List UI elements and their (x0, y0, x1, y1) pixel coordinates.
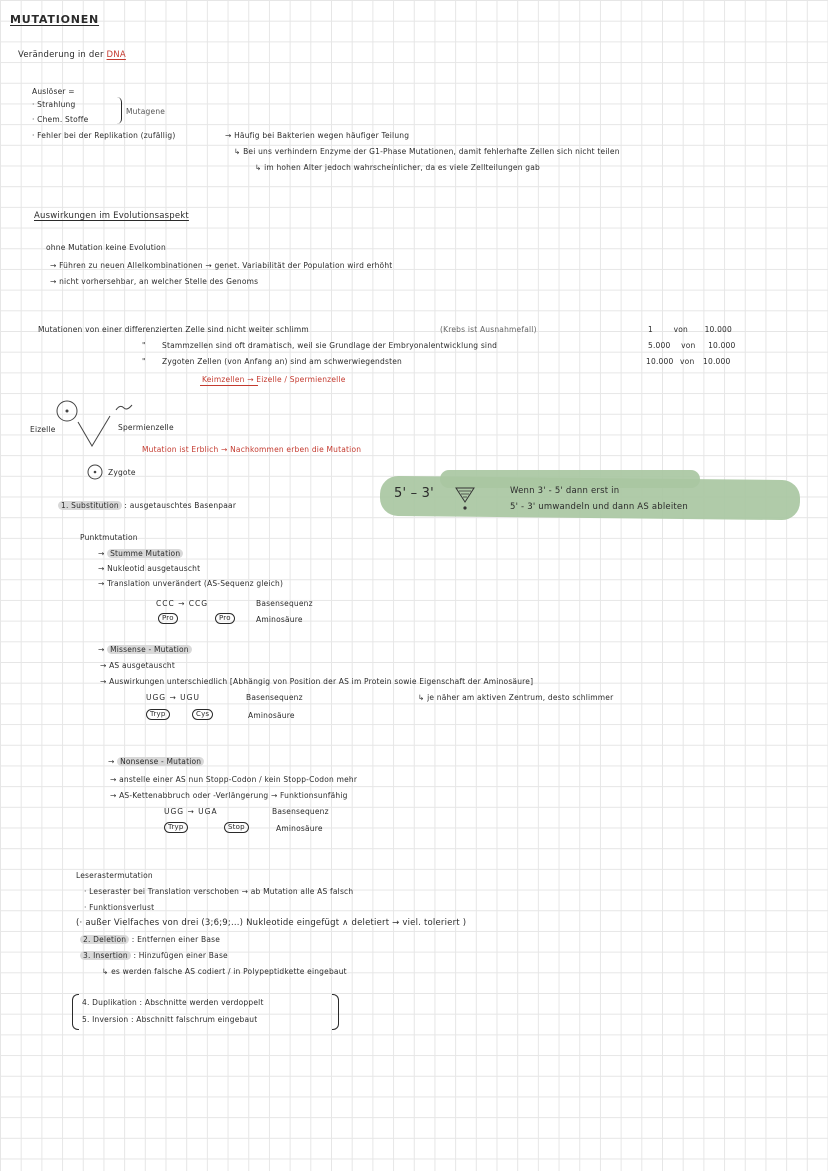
missense-aa-2: Cys (192, 709, 213, 720)
nonsense-basen: Basensequenz (272, 807, 329, 816)
stumme-basen: Basensequenz (256, 599, 313, 608)
mutationen-line-1: Mutationen von einer differenzierten Zelle sind nicht weiter schlimm (38, 325, 309, 334)
substitution-desc: : ausgetauschtes Basenpaar (124, 501, 237, 510)
insertion-line (80, 950, 228, 961)
stumme-aa-1: Pro (158, 613, 178, 624)
ausloeser-note-2: ↳ Bei uns verhindern Enzyme der G1-Phase Mutationen, damit fehlerhafte Zellen sich nicht teilen (234, 147, 620, 156)
missense-line: → Missense - Mutation (98, 644, 192, 655)
stat-3-a: 10.000 (646, 357, 674, 366)
ausloeser-item-replikation: · Fehler bei der Replikation (zufällig) (32, 131, 176, 140)
leseraster-line-6: ↳ es werden falsche AS codiert / in Polypeptidkette eingebaut (102, 967, 347, 976)
stat-row-1 (648, 324, 732, 335)
nonsense-amino: Aminosäure (276, 824, 323, 833)
page-title: MUTATIONEN (10, 13, 100, 26)
mutationen-line-2: Stammzellen sind oft dramatisch, weil sie Grundlage der Embryonalentwicklung sind (162, 341, 498, 350)
merge-arrow-icon (78, 416, 110, 446)
evolution-line-2: → Führen zu neuen Allelkombinationen → genet. Variabilität der Population wird erhöht (50, 261, 393, 270)
zygote-nucleus-icon (94, 471, 97, 474)
eizelle-label: Eizelle (30, 425, 56, 434)
intro-line (18, 50, 126, 61)
evolution-line-3: → nicht vorhersehbar, an welcher Stelle des Genoms (50, 277, 259, 286)
nonsense-line: → Nonsense - Mutation (108, 756, 204, 767)
stumme-aa-2: Pro (215, 613, 235, 624)
missense-label: Missense - Mutation (107, 645, 192, 654)
nonsense-aa-1: Tryp (164, 822, 188, 833)
punktmutation-heading: Punktmutation (80, 533, 138, 542)
stumme-codons: CCC → CCG (156, 599, 209, 608)
stat-1-a: 1 (648, 325, 653, 334)
mutationen-line-4: Keimzellen → Eizelle / Spermienzelle (202, 375, 346, 384)
stat-3-von: von (680, 357, 695, 366)
missense-line-2: → Auswirkungen unterschiedlich [Abhängig von Position der AS im Protein sowie Eigenschaft der Aminosäure] (100, 677, 534, 686)
insertion-desc: : Hinzufügen einer Base (133, 951, 228, 960)
intro-dna: DNA (106, 50, 126, 60)
insertion-label: 3. Insertion (80, 951, 131, 960)
missense-amino: Aminosäure (248, 711, 295, 720)
duplikation-line: 4. Duplikation : Abschnitte werden verdoppelt (82, 998, 264, 1007)
mutationen-krebs-note: (Krebs ist Ausnahmefall) (440, 325, 537, 334)
sperm-cell-icon (116, 405, 132, 410)
stat-row-3 (646, 356, 730, 367)
green-note-line-2: 5' - 3' umwandeln und dann AS ableiten (510, 502, 688, 512)
stat-row-2 (648, 340, 736, 351)
leseraster-heading: Leserastermutation (76, 871, 153, 880)
leseraster-line-3: (· außer Vielfaches von drei (3;6;9;...) Nukleotide eingefügt ∧ deletiert → viel. toleriert ) (76, 918, 467, 928)
ditto-1: " (142, 341, 146, 350)
zygote-label: Zygote (108, 468, 136, 477)
evolution-line-1: ohne Mutation keine Evolution (46, 243, 166, 252)
deletion-label: 2. Deletion (80, 935, 129, 944)
stat-1-b: 10.000 (704, 325, 733, 334)
stumme-label: Stumme Mutation (107, 549, 183, 558)
substitution-heading: 1. Substitution (58, 501, 122, 510)
nonsense-line-2: → AS-Kettenabbruch oder -Verlängerung → Funktionsunfähig (110, 791, 348, 800)
mutagene-label: Mutagene (126, 107, 166, 116)
stat-1-von: von (673, 325, 688, 334)
missense-line-3: ↳ je näher am aktiven Zentrum, desto schlimmer (418, 693, 614, 702)
ausloeser-note-1: → Häufig bei Bakterien wegen häufiger Teilung (225, 131, 410, 140)
others-bracket-left (72, 994, 79, 1030)
ausloeser-note-3: ↳ im hohen Alter jedoch wahrscheinlicher, da es viele Zellteilungen gab (255, 163, 540, 172)
inversion-line: 5. Inversion : Abschnitt falschrum eingebaut (82, 1015, 258, 1024)
ausloeser-item-strahlung: · Strahlung (32, 100, 76, 109)
ausloeser-heading: Auslöser = (32, 87, 75, 96)
stumme-line: → Stumme Mutation (98, 548, 183, 559)
nonsense-codons: UGG → UGA (164, 807, 218, 816)
missense-aa-1: Tryp (146, 709, 170, 720)
spermienzelle-label: Spermienzelle (118, 423, 174, 432)
deletion-line (80, 934, 220, 945)
ditto-2: " (142, 357, 146, 366)
deletion-desc: : Entfernen einer Base (131, 935, 221, 944)
stumme-amino: Aminosäure (256, 615, 303, 624)
direction-label: 5' – 3' (394, 486, 434, 501)
nonsense-label: Nonsense - Mutation (117, 757, 204, 766)
missense-codons: UGG → UGU (146, 693, 200, 702)
stat-2-b: 10.000 (708, 341, 736, 350)
others-bracket-right (332, 994, 339, 1030)
intro-prefix: Veränderung in der (18, 50, 104, 60)
stat-2-von: von (681, 341, 696, 350)
leseraster-line-1: · Leseraster bei Translation verschoben → ab Mutation alle AS falsch (84, 887, 354, 896)
ausloeser-item-chem: · Chem. Stoffe (32, 115, 89, 124)
keimzellen-underline (200, 385, 258, 386)
mutationen-line-3: Zygoten Zellen (von Anfang an) sind am schwerwiegendsten (162, 357, 402, 366)
stumme-line-1: → Nukleotid ausgetauscht (98, 564, 201, 573)
green-note-line-1: Wenn 3' - 5' dann erst in (510, 486, 620, 496)
erblich-line: Mutation ist Erblich → Nachkommen erben die Mutation (142, 445, 362, 454)
missense-line-1: → AS ausgetauscht (100, 661, 175, 670)
evolution-heading: Auswirkungen im Evolutionsaspekt (34, 211, 189, 221)
missense-basen: Basensequenz (246, 693, 303, 702)
leseraster-line-2: · Funktionsverlust (84, 903, 155, 912)
stat-2-a: 5.000 (648, 341, 671, 350)
funnel-icon (454, 486, 476, 512)
stat-3-b: 10.000 (703, 357, 731, 366)
egg-nucleus-icon (66, 410, 69, 413)
nonsense-line-1: → anstelle einer AS nun Stopp-Codon / kein Stopp-Codon mehr (110, 775, 358, 784)
nonsense-aa-2: Stop (224, 822, 249, 833)
mutagene-brace (117, 97, 122, 124)
substitution-line (58, 500, 236, 511)
stumme-line-2: → Translation unverändert (AS-Sequenz gleich) (98, 579, 284, 588)
